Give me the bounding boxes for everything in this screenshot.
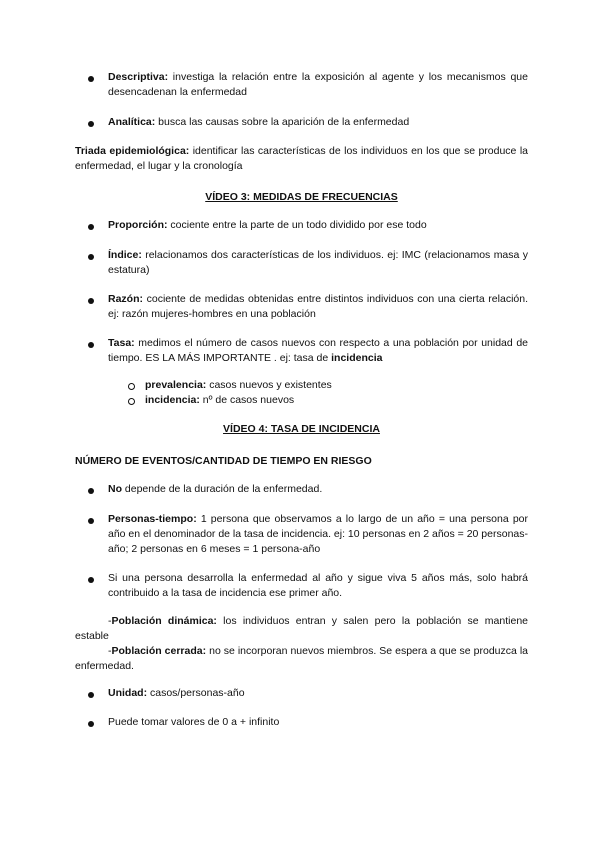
term-descriptiva: Descriptiva: (108, 71, 169, 83)
text-unidad: casos/personas-año (147, 687, 245, 699)
term-poblacion-dinamica: Población dinámica: (111, 615, 217, 627)
term-analitica: Analítica: (108, 116, 156, 128)
list-item-valores (108, 715, 528, 730)
bullet (88, 224, 94, 230)
text-analitica: busca las causas sobre la aparición de la enfermedad (155, 116, 410, 128)
bullet (88, 518, 94, 524)
text-poblacion-cerrada: no se incorporan nuevos miembros. Se espera a que se produzca la enfermedad. (75, 645, 528, 672)
circle-bullet (128, 383, 135, 390)
list-item-unidad (108, 686, 528, 701)
list-item-proporcion (108, 218, 528, 233)
list-item-descriptiva (108, 70, 528, 100)
text-incidencia: nº de casos nuevos (199, 394, 295, 406)
bullet (88, 488, 94, 494)
bullet (88, 121, 94, 127)
text-tasa: medimos el número de casos nuevos con respecto a una población por unidad de tiempo. ES LA MÁS IMPORTANTE . ej: tasa de (108, 337, 528, 364)
subtitle-video4: NÚMERO DE EVENTOS/CANTIDAD DE TIEMPO EN RIESGO (75, 455, 372, 467)
text-poblacion-dinamica: los individuos entran y salen pero la población se mantiene estable (75, 615, 529, 642)
text-descriptiva: investiga la relación entre la exposición al agente y los mecanismos que desencadenan la enfermedad (108, 71, 528, 98)
text-indice: relacionamos dos características de los individuos. ej: IMC (relacionamos masa y estatura) (108, 249, 528, 276)
bullet (88, 721, 94, 727)
term-triada: Triada epidemiológica: (75, 145, 190, 157)
list-item-no (108, 482, 528, 497)
text-personas-tiempo: 1 persona que observamos a lo largo de un año = una persona por año en el denominador de la tasa de incidencia. ej: 10 personas en 2 años = 20 personas-año; 2 personas en 6 meses = 1 persona-año (108, 513, 528, 555)
bullet (88, 577, 94, 583)
list-item-analitica (108, 115, 528, 130)
term-indice: Índice: (108, 249, 142, 261)
list-item-tasa (108, 336, 528, 366)
list-item-personas-tiempo (108, 512, 528, 557)
term-prevalencia: prevalencia: (145, 379, 207, 391)
heading-video4: VÍDEO 4: TASA DE INCIDENCIA (223, 423, 380, 435)
dash: - (108, 615, 112, 627)
bullet (88, 254, 94, 260)
term-poblacion-cerrada: Población cerrada: (111, 645, 207, 657)
bullet (88, 298, 94, 304)
paragraph-poblacion-cerrada (75, 644, 528, 674)
circle-bullet (128, 398, 135, 405)
sublist-item-prevalencia (145, 378, 525, 393)
paragraph-poblacion-dinamica (75, 614, 528, 644)
term-razon: Razón: (108, 293, 143, 305)
text-si: Si una persona desarrolla la enfermedad al año y sigue viva 5 años más, solo habrá contribuido a la tasa de incidencia ese primer año. (108, 572, 528, 599)
term-incidencia: incidencia: (145, 394, 200, 406)
list-item-razon (108, 292, 528, 322)
text-prevalencia: casos nuevos y existentes (206, 379, 332, 391)
bullet (88, 692, 94, 698)
heading-video3: VÍDEO 3: MEDIDAS DE FRECUENCIAS (205, 191, 398, 203)
text-no: depende de la duración de la enfermedad. (122, 483, 323, 495)
bullet (88, 342, 94, 348)
text-triada: identificar las características de los individuos en los que se produce la enfermedad, el lugar y la cronología (75, 145, 528, 172)
text-valores: Puede tomar valores de 0 a + infinito (108, 716, 280, 728)
term-tasa: Tasa: (108, 337, 135, 349)
bullet (88, 76, 94, 82)
sublist-item-incidencia (145, 393, 525, 408)
term-proporcion: Proporción: (108, 219, 168, 231)
list-item-indice (108, 248, 528, 278)
term-personas-tiempo: Personas-tiempo: (108, 513, 197, 525)
dash: - (108, 645, 112, 657)
text-proporcion: cociente entre la parte de un todo dividido por ese todo (167, 219, 427, 231)
term-unidad: Unidad: (108, 687, 148, 699)
strong-incidencia: incidencia (331, 352, 383, 364)
paragraph-triada (75, 144, 528, 174)
list-item-si (108, 571, 528, 601)
term-no: No (108, 483, 122, 495)
text-razon: cociente de medidas obtenidas entre distintos individuos con una cierta relación. ej: razón mujeres-hombres en una población (108, 293, 528, 320)
